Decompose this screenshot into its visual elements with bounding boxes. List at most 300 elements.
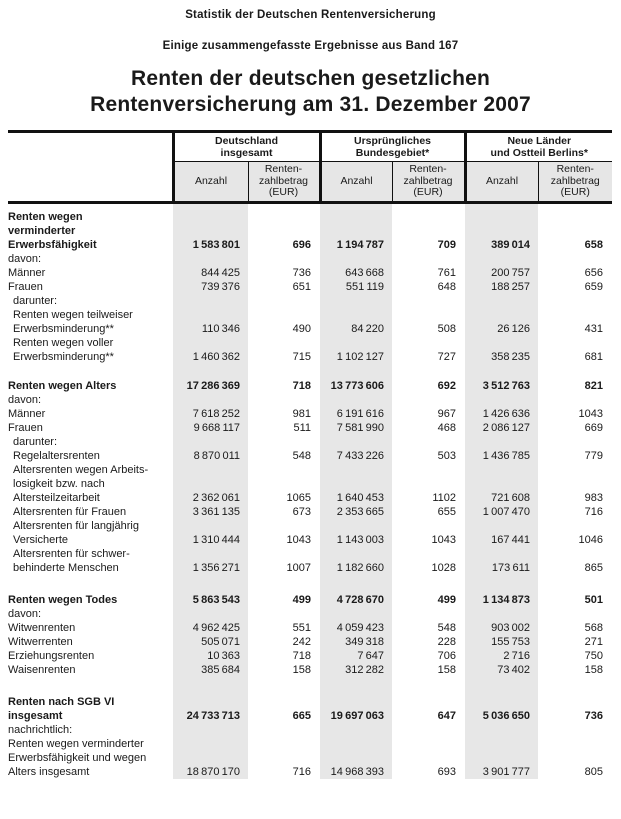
cell-anzahl-bundesgebiet bbox=[320, 210, 392, 224]
cell-zahlbetrag-neue-laender bbox=[538, 393, 612, 407]
cell-anzahl-deutschland: 110 346 bbox=[173, 322, 248, 336]
group-header-deutschland: Deutschland insgesamt bbox=[173, 132, 320, 162]
cell-zahlbetrag-neue-laender: 1043 bbox=[578, 408, 604, 420]
cell-zahlbetrag-deutschland: 1043 bbox=[286, 534, 312, 546]
cell-zahlbetrag-deutschland bbox=[248, 210, 320, 224]
cell-anzahl-neue-laender bbox=[465, 575, 538, 593]
cell-zahlbetrag-neue-laender bbox=[538, 252, 612, 266]
cell-anzahl-neue-laender bbox=[465, 547, 538, 561]
row-label: Erwerbsfähigkeit und wegen bbox=[8, 752, 147, 764]
row-label: davon: bbox=[8, 608, 42, 620]
cell-anzahl-neue-laender bbox=[465, 751, 538, 765]
cell-zahlbetrag-bundesgebiet: 709 bbox=[437, 239, 457, 251]
cell-anzahl-deutschland: 24 733 713 bbox=[173, 709, 248, 723]
cell-zahlbetrag-bundesgebiet bbox=[392, 477, 465, 491]
cell-zahlbetrag-deutschland: 718 bbox=[292, 650, 312, 662]
cell-anzahl-deutschland bbox=[173, 723, 248, 737]
cell-zahlbetrag-deutschland: 736 bbox=[292, 267, 312, 279]
spacer-row bbox=[8, 202, 612, 210]
subheader-anzahl-deutschland: Anzahl bbox=[173, 162, 248, 203]
table-row bbox=[8, 607, 612, 621]
subheader-zahlbetrag-bundesgebiet: Renten- zahlbetrag (EUR) bbox=[392, 162, 465, 203]
cell-zahlbetrag-bundesgebiet bbox=[392, 435, 465, 449]
cell-zahlbetrag-neue-laender: 1046 bbox=[578, 534, 604, 546]
row-label: Versicherte bbox=[13, 534, 69, 546]
cell-anzahl-bundesgebiet bbox=[320, 607, 392, 621]
cell-anzahl-bundesgebiet: 643 668 bbox=[320, 266, 392, 280]
cell-anzahl-bundesgebiet bbox=[320, 224, 392, 238]
cell-anzahl-neue-laender: 167 441 bbox=[465, 533, 538, 547]
table-row bbox=[8, 336, 612, 350]
cell-zahlbetrag-neue-laender bbox=[538, 202, 612, 210]
row-label: Erziehungsrenten bbox=[8, 650, 95, 662]
cell-anzahl-bundesgebiet bbox=[320, 519, 392, 533]
cell-anzahl-neue-laender bbox=[465, 393, 538, 407]
cell-anzahl-deutschland bbox=[173, 463, 248, 477]
row-label: Renten nach SGB VI bbox=[8, 696, 115, 708]
cell-zahlbetrag-deutschland: 511 bbox=[293, 422, 312, 434]
row-label: Altersrenten für Frauen bbox=[13, 506, 127, 518]
cell-zahlbetrag-neue-laender bbox=[538, 607, 612, 621]
cell-zahlbetrag-neue-laender: 271 bbox=[584, 636, 604, 648]
cell-anzahl-bundesgebiet bbox=[320, 294, 392, 308]
cell-zahlbetrag-neue-laender: 716 bbox=[584, 506, 604, 518]
cell-anzahl-neue-laender: 26 126 bbox=[465, 322, 538, 336]
cell-zahlbetrag-deutschland bbox=[248, 477, 320, 491]
cell-zahlbetrag-deutschland bbox=[248, 737, 320, 751]
cell-anzahl-neue-laender: 389 014 bbox=[465, 238, 538, 252]
cell-anzahl-neue-laender: 73 402 bbox=[465, 663, 538, 677]
table-body bbox=[8, 202, 612, 779]
cell-anzahl-bundesgebiet: 7 647 bbox=[320, 649, 392, 663]
cell-anzahl-deutschland bbox=[173, 547, 248, 561]
table-row bbox=[8, 238, 612, 252]
row-label: Altersrenten für langjährig bbox=[13, 520, 139, 532]
cell-anzahl-neue-laender bbox=[465, 308, 538, 322]
cell-anzahl-deutschland bbox=[173, 224, 248, 238]
table-row bbox=[8, 547, 612, 561]
cell-anzahl-deutschland: 9 668 117 bbox=[173, 421, 248, 435]
cell-zahlbetrag-deutschland bbox=[248, 435, 320, 449]
cell-anzahl-bundesgebiet bbox=[320, 737, 392, 751]
row-label: Witwerrenten bbox=[8, 636, 73, 648]
cell-zahlbetrag-bundesgebiet: 647 bbox=[437, 710, 457, 722]
cell-zahlbetrag-neue-laender bbox=[538, 677, 612, 695]
cell-anzahl-neue-laender: 200 757 bbox=[465, 266, 538, 280]
cell-zahlbetrag-neue-laender bbox=[538, 463, 612, 477]
table-row bbox=[8, 379, 612, 393]
cell-zahlbetrag-deutschland bbox=[248, 252, 320, 266]
cell-zahlbetrag-deutschland bbox=[248, 751, 320, 765]
cell-zahlbetrag-neue-laender bbox=[538, 737, 612, 751]
row-label bbox=[8, 575, 173, 593]
cell-anzahl-bundesgebiet bbox=[320, 547, 392, 561]
cell-zahlbetrag-bundesgebiet: 692 bbox=[437, 380, 457, 392]
cell-anzahl-neue-laender bbox=[465, 364, 538, 379]
spacer-row bbox=[8, 677, 612, 695]
cell-zahlbetrag-bundesgebiet: 468 bbox=[437, 422, 457, 434]
cell-zahlbetrag-deutschland bbox=[248, 364, 320, 379]
table-row bbox=[8, 210, 612, 224]
table-row bbox=[8, 421, 612, 435]
row-label: Altersrenten wegen Arbeits- bbox=[13, 464, 149, 476]
cell-anzahl-deutschland: 8 870 011 bbox=[173, 449, 248, 463]
cell-anzahl-deutschland: 505 071 bbox=[173, 635, 248, 649]
cell-anzahl-neue-laender: 5 036 650 bbox=[465, 709, 538, 723]
table-row bbox=[8, 709, 612, 723]
row-label: darunter: bbox=[13, 436, 58, 448]
row-label: Witwenrenten bbox=[8, 622, 76, 634]
cell-anzahl-neue-laender: 358 235 bbox=[465, 350, 538, 364]
cell-anzahl-bundesgebiet: 2 353 665 bbox=[320, 505, 392, 519]
cell-zahlbetrag-bundesgebiet: 503 bbox=[437, 450, 457, 462]
cell-zahlbetrag-bundesgebiet bbox=[392, 547, 465, 561]
cell-anzahl-neue-laender bbox=[465, 202, 538, 210]
cell-anzahl-deutschland: 17 286 369 bbox=[173, 379, 248, 393]
cell-zahlbetrag-neue-laender: 568 bbox=[584, 622, 604, 634]
table-row bbox=[8, 737, 612, 751]
row-label: Männer bbox=[8, 408, 46, 420]
row-label: Altersrenten für schwer- bbox=[13, 548, 130, 560]
cell-anzahl-neue-laender bbox=[465, 336, 538, 350]
cell-anzahl-neue-laender: 2 086 127 bbox=[465, 421, 538, 435]
cell-zahlbetrag-deutschland bbox=[248, 723, 320, 737]
row-label: Frauen bbox=[8, 422, 43, 434]
cell-zahlbetrag-neue-laender bbox=[538, 751, 612, 765]
cell-zahlbetrag-neue-laender: 669 bbox=[584, 422, 604, 434]
cell-anzahl-deutschland bbox=[173, 294, 248, 308]
cell-anzahl-deutschland bbox=[173, 695, 248, 709]
cell-anzahl-neue-laender: 1 134 873 bbox=[465, 593, 538, 607]
cell-anzahl-deutschland bbox=[173, 364, 248, 379]
cell-zahlbetrag-neue-laender bbox=[538, 224, 612, 238]
table-row bbox=[8, 463, 612, 477]
cell-anzahl-bundesgebiet: 1 102 127 bbox=[320, 350, 392, 364]
cell-anzahl-neue-laender: 188 257 bbox=[465, 280, 538, 294]
cell-zahlbetrag-neue-laender: 983 bbox=[584, 492, 604, 504]
row-label bbox=[8, 202, 173, 210]
cell-zahlbetrag-bundesgebiet: 727 bbox=[437, 351, 457, 363]
cell-anzahl-deutschland bbox=[173, 202, 248, 210]
cell-zahlbetrag-neue-laender bbox=[538, 575, 612, 593]
cell-anzahl-deutschland: 385 684 bbox=[173, 663, 248, 677]
cell-zahlbetrag-bundesgebiet: 967 bbox=[437, 408, 457, 420]
row-label: Frauen bbox=[8, 281, 43, 293]
table-row bbox=[8, 252, 612, 266]
table-row bbox=[8, 663, 612, 677]
cell-anzahl-bundesgebiet: 312 282 bbox=[320, 663, 392, 677]
table-row bbox=[8, 561, 612, 575]
cell-zahlbetrag-bundesgebiet: 761 bbox=[437, 267, 457, 279]
cell-zahlbetrag-neue-laender: 431 bbox=[584, 323, 604, 335]
row-label: Renten wegen teilweiser bbox=[13, 309, 133, 321]
cell-zahlbetrag-deutschland: 665 bbox=[292, 710, 312, 722]
cell-zahlbetrag-deutschland: 490 bbox=[292, 323, 312, 335]
cell-zahlbetrag-bundesgebiet: 655 bbox=[437, 506, 457, 518]
cell-zahlbetrag-deutschland: 715 bbox=[292, 351, 312, 363]
cell-anzahl-bundesgebiet bbox=[320, 308, 392, 322]
cell-anzahl-neue-laender: 3 512 763 bbox=[465, 379, 538, 393]
cell-zahlbetrag-bundesgebiet: 693 bbox=[437, 766, 457, 778]
cell-zahlbetrag-bundesgebiet bbox=[392, 336, 465, 350]
table-row bbox=[8, 519, 612, 533]
cell-zahlbetrag-neue-laender bbox=[538, 336, 612, 350]
cell-anzahl-deutschland: 1 460 362 bbox=[173, 350, 248, 364]
cell-anzahl-neue-laender: 155 753 bbox=[465, 635, 538, 649]
table-row bbox=[8, 294, 612, 308]
table-row bbox=[8, 477, 612, 491]
cell-zahlbetrag-neue-laender: 750 bbox=[584, 650, 604, 662]
cell-anzahl-neue-laender: 3 901 777 bbox=[465, 765, 538, 779]
cell-zahlbetrag-deutschland: 1065 bbox=[286, 492, 312, 504]
cell-anzahl-bundesgebiet bbox=[320, 463, 392, 477]
table-row bbox=[8, 449, 612, 463]
cell-anzahl-bundesgebiet: 1 640 453 bbox=[320, 491, 392, 505]
cell-anzahl-deutschland: 739 376 bbox=[173, 280, 248, 294]
cell-zahlbetrag-neue-laender: 865 bbox=[584, 562, 604, 574]
subheader-zahlbetrag-deutschland: Renten- zahlbetrag (EUR) bbox=[248, 162, 320, 203]
cell-zahlbetrag-bundesgebiet bbox=[392, 294, 465, 308]
cell-zahlbetrag-deutschland: 651 bbox=[292, 281, 312, 293]
table-row bbox=[8, 593, 612, 607]
cell-anzahl-neue-laender bbox=[465, 477, 538, 491]
cell-anzahl-deutschland bbox=[173, 210, 248, 224]
cell-zahlbetrag-bundesgebiet bbox=[392, 364, 465, 379]
spacer-row bbox=[8, 364, 612, 379]
cell-zahlbetrag-bundesgebiet bbox=[392, 607, 465, 621]
cell-zahlbetrag-deutschland: 696 bbox=[292, 239, 312, 251]
cell-zahlbetrag-deutschland: 718 bbox=[292, 380, 312, 392]
cell-zahlbetrag-deutschland bbox=[248, 575, 320, 593]
pension-statistics-table bbox=[8, 130, 612, 779]
cell-anzahl-bundesgebiet bbox=[320, 695, 392, 709]
cell-anzahl-neue-laender bbox=[465, 519, 538, 533]
cell-anzahl-deutschland: 2 362 061 bbox=[173, 491, 248, 505]
cell-anzahl-bundesgebiet bbox=[320, 393, 392, 407]
cell-zahlbetrag-bundesgebiet: 499 bbox=[437, 594, 457, 606]
document-subtitle: Einige zusammengefasste Ergebnisse aus Band 167 bbox=[162, 40, 459, 52]
cell-anzahl-bundesgebiet: 19 697 063 bbox=[320, 709, 392, 723]
cell-zahlbetrag-neue-laender: 656 bbox=[584, 267, 604, 279]
cell-zahlbetrag-bundesgebiet: 508 bbox=[437, 323, 457, 335]
row-label: Erwerbsminderung** bbox=[13, 351, 114, 363]
table-row bbox=[8, 308, 612, 322]
cell-anzahl-neue-laender bbox=[465, 695, 538, 709]
cell-anzahl-deutschland: 1 583 801 bbox=[173, 238, 248, 252]
cell-anzahl-neue-laender bbox=[465, 210, 538, 224]
cell-anzahl-deutschland bbox=[173, 607, 248, 621]
cell-zahlbetrag-bundesgebiet: 1028 bbox=[431, 562, 457, 574]
cell-anzahl-deutschland: 844 425 bbox=[173, 266, 248, 280]
table-row bbox=[8, 635, 612, 649]
cell-anzahl-deutschland bbox=[173, 477, 248, 491]
table-row bbox=[8, 350, 612, 364]
cell-zahlbetrag-bundesgebiet bbox=[392, 224, 465, 238]
cell-zahlbetrag-deutschland bbox=[248, 393, 320, 407]
table-row bbox=[8, 407, 612, 421]
cell-anzahl-neue-laender: 903 002 bbox=[465, 621, 538, 635]
table-row bbox=[8, 649, 612, 663]
cell-anzahl-deutschland: 3 361 135 bbox=[173, 505, 248, 519]
page-title: Renten der deutschen gesetzlichen Rentenversicherung am 31. Dezember 2007 bbox=[90, 67, 531, 116]
cell-anzahl-bundesgebiet: 4 059 423 bbox=[320, 621, 392, 635]
cell-anzahl-neue-laender: 173 611 bbox=[465, 561, 538, 575]
cell-zahlbetrag-bundesgebiet bbox=[392, 575, 465, 593]
cell-zahlbetrag-deutschland: 981 bbox=[292, 408, 312, 420]
cell-zahlbetrag-neue-laender bbox=[538, 547, 612, 561]
cell-anzahl-bundesgebiet: 1 182 660 bbox=[320, 561, 392, 575]
cell-anzahl-deutschland: 1 310 444 bbox=[173, 533, 248, 547]
cell-zahlbetrag-bundesgebiet bbox=[392, 751, 465, 765]
row-label: Männer bbox=[8, 267, 46, 279]
spacer-row bbox=[8, 575, 612, 593]
cell-zahlbetrag-deutschland: 716 bbox=[292, 766, 312, 778]
cell-anzahl-deutschland: 7 618 252 bbox=[173, 407, 248, 421]
group-header-neue-laender: Neue Länder und Ostteil Berlins* bbox=[465, 132, 612, 162]
table-header bbox=[8, 132, 612, 203]
cell-zahlbetrag-deutschland bbox=[248, 308, 320, 322]
subheader-anzahl-bundesgebiet: Anzahl bbox=[320, 162, 392, 203]
table-row bbox=[8, 224, 612, 238]
cell-anzahl-deutschland bbox=[173, 393, 248, 407]
cell-zahlbetrag-deutschland: 158 bbox=[292, 664, 312, 676]
cell-zahlbetrag-neue-laender: 805 bbox=[584, 766, 604, 778]
cell-anzahl-deutschland bbox=[173, 252, 248, 266]
group-header-bundesgebiet: Ursprüngliches Bundesgebiet* bbox=[320, 132, 465, 162]
cell-zahlbetrag-deutschland bbox=[248, 547, 320, 561]
cell-zahlbetrag-neue-laender bbox=[538, 364, 612, 379]
cell-anzahl-bundesgebiet bbox=[320, 477, 392, 491]
row-label: behinderte Menschen bbox=[13, 562, 119, 574]
cell-zahlbetrag-neue-laender bbox=[538, 210, 612, 224]
cell-zahlbetrag-neue-laender bbox=[538, 435, 612, 449]
cell-anzahl-deutschland bbox=[173, 575, 248, 593]
cell-zahlbetrag-bundesgebiet: 158 bbox=[437, 664, 457, 676]
subheader-zahlbetrag-neue-laender: Renten- zahlbetrag (EUR) bbox=[538, 162, 612, 203]
row-label: nachrichtlich: bbox=[8, 724, 73, 736]
cell-zahlbetrag-neue-laender bbox=[538, 519, 612, 533]
row-label: Renten wegen Todes bbox=[8, 594, 118, 606]
table-row bbox=[8, 280, 612, 294]
cell-zahlbetrag-bundesgebiet bbox=[392, 677, 465, 695]
document-header bbox=[0, 0, 621, 118]
row-label: Renten wegen verminderter bbox=[8, 738, 144, 750]
row-label: Waisenrenten bbox=[8, 664, 76, 676]
cell-anzahl-deutschland bbox=[173, 751, 248, 765]
cell-anzahl-bundesgebiet: 349 318 bbox=[320, 635, 392, 649]
table-row bbox=[8, 621, 612, 635]
cell-anzahl-deutschland: 5 863 543 bbox=[173, 593, 248, 607]
cell-anzahl-bundesgebiet bbox=[320, 364, 392, 379]
cell-anzahl-bundesgebiet: 7 433 226 bbox=[320, 449, 392, 463]
row-label: davon: bbox=[8, 394, 42, 406]
cell-anzahl-deutschland bbox=[173, 336, 248, 350]
row-label: Erwerbsminderung** bbox=[13, 323, 114, 335]
cell-zahlbetrag-neue-laender: 821 bbox=[584, 380, 604, 392]
cell-zahlbetrag-deutschland bbox=[248, 463, 320, 477]
table-row bbox=[8, 322, 612, 336]
cell-zahlbetrag-bundesgebiet: 1043 bbox=[431, 534, 457, 546]
cell-anzahl-neue-laender bbox=[465, 737, 538, 751]
cell-anzahl-bundesgebiet: 84 220 bbox=[320, 322, 392, 336]
cell-zahlbetrag-neue-laender: 681 bbox=[584, 351, 604, 363]
cell-zahlbetrag-bundesgebiet bbox=[392, 202, 465, 210]
row-label: Renten wegen bbox=[8, 211, 83, 223]
cell-zahlbetrag-deutschland bbox=[248, 607, 320, 621]
cell-zahlbetrag-neue-laender: 158 bbox=[584, 664, 604, 676]
cell-zahlbetrag-deutschland: 1007 bbox=[286, 562, 312, 574]
cell-anzahl-bundesgebiet bbox=[320, 336, 392, 350]
table-row bbox=[8, 505, 612, 519]
cell-anzahl-bundesgebiet: 7 581 990 bbox=[320, 421, 392, 435]
row-label: Renten wegen Alters bbox=[8, 380, 117, 392]
cell-anzahl-deutschland bbox=[173, 435, 248, 449]
cell-anzahl-deutschland: 18 870 170 bbox=[173, 765, 248, 779]
row-label: Regelaltersrenten bbox=[13, 450, 100, 462]
cell-anzahl-bundesgebiet bbox=[320, 751, 392, 765]
row-label bbox=[8, 677, 173, 695]
row-label: Alters insgesamt bbox=[8, 766, 90, 778]
cell-anzahl-deutschland bbox=[173, 308, 248, 322]
cell-anzahl-neue-laender: 1 007 470 bbox=[465, 505, 538, 519]
row-label: insgesamt bbox=[8, 710, 63, 722]
cell-zahlbetrag-bundesgebiet bbox=[392, 210, 465, 224]
cell-zahlbetrag-deutschland bbox=[248, 294, 320, 308]
cell-anzahl-neue-laender: 1 436 785 bbox=[465, 449, 538, 463]
table-row bbox=[8, 491, 612, 505]
cell-anzahl-bundesgebiet: 551 119 bbox=[320, 280, 392, 294]
cell-zahlbetrag-neue-laender: 658 bbox=[584, 239, 604, 251]
cell-anzahl-deutschland bbox=[173, 737, 248, 751]
row-label: Renten wegen voller bbox=[13, 337, 114, 349]
cell-anzahl-bundesgebiet bbox=[320, 575, 392, 593]
cell-zahlbetrag-bundesgebiet: 228 bbox=[437, 636, 457, 648]
cell-zahlbetrag-neue-laender bbox=[538, 477, 612, 491]
document-supertitle: Statistik der Deutschen Rentenversicherung bbox=[185, 9, 436, 21]
cell-anzahl-neue-laender bbox=[465, 463, 538, 477]
cell-zahlbetrag-bundesgebiet: 1102 bbox=[432, 492, 457, 504]
cell-zahlbetrag-deutschland bbox=[248, 336, 320, 350]
cell-anzahl-bundesgebiet bbox=[320, 252, 392, 266]
cell-zahlbetrag-bundesgebiet bbox=[392, 252, 465, 266]
cell-zahlbetrag-deutschland: 551 bbox=[292, 622, 312, 634]
cell-zahlbetrag-bundesgebiet bbox=[392, 723, 465, 737]
cell-zahlbetrag-deutschland bbox=[248, 202, 320, 210]
cell-anzahl-deutschland: 1 356 271 bbox=[173, 561, 248, 575]
cell-anzahl-deutschland: 10 363 bbox=[173, 649, 248, 663]
row-label bbox=[8, 364, 173, 379]
row-label: darunter: bbox=[13, 295, 58, 307]
cell-zahlbetrag-neue-laender: 779 bbox=[584, 450, 604, 462]
row-label: davon: bbox=[8, 253, 42, 265]
row-label: losigkeit bzw. nach bbox=[13, 478, 105, 490]
cell-anzahl-bundesgebiet: 13 773 606 bbox=[320, 379, 392, 393]
cell-zahlbetrag-bundesgebiet: 706 bbox=[437, 650, 457, 662]
cell-anzahl-bundesgebiet: 14 968 393 bbox=[320, 765, 392, 779]
row-label: Altersteilzeitarbeit bbox=[13, 492, 100, 504]
cell-zahlbetrag-neue-laender: 501 bbox=[584, 594, 604, 606]
cell-anzahl-neue-laender bbox=[465, 607, 538, 621]
cell-anzahl-bundesgebiet: 1 194 787 bbox=[320, 238, 392, 252]
cell-anzahl-neue-laender bbox=[465, 435, 538, 449]
cell-zahlbetrag-deutschland bbox=[248, 695, 320, 709]
row-label: verminderter bbox=[8, 225, 76, 237]
cell-anzahl-neue-laender bbox=[465, 723, 538, 737]
cell-anzahl-neue-laender bbox=[465, 224, 538, 238]
cell-zahlbetrag-neue-laender bbox=[538, 723, 612, 737]
cell-anzahl-neue-laender: 2 716 bbox=[465, 649, 538, 663]
cell-zahlbetrag-deutschland: 242 bbox=[292, 636, 312, 648]
